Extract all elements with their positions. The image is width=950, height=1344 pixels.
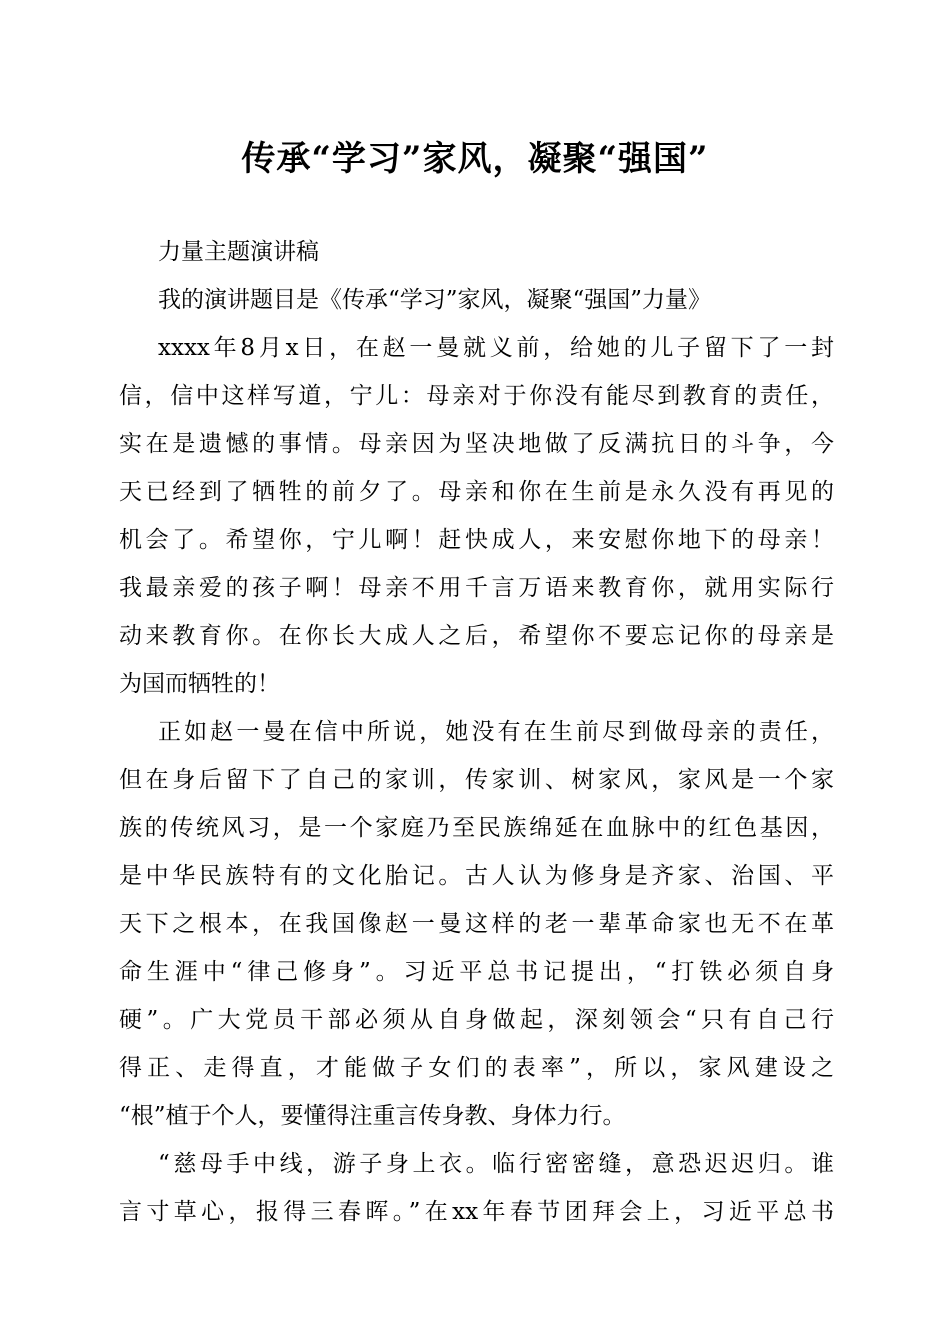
text-line: 机会了。希望你，宁儿啊！赶快成人，来安慰你地下的母亲！ [119, 527, 834, 553]
text-line: 力量主题演讲稿 [158, 239, 319, 265]
text-line: 天下之根本，在我国像赵一曼这样的老一辈革命家也无不在革 [119, 911, 834, 937]
text-line: 我最亲爱的孩子啊！母亲不用千言万语来教育你，就用实际行 [119, 575, 834, 601]
text-line: 族的传统风习，是一个家庭乃至民族绵延在血脉中的红色基因， [119, 815, 834, 841]
text-line: 为国而牺牲的！ [119, 671, 280, 697]
text-line: “慈母手中线，游子身上衣。临行密密缝，意恐迟迟归。谁 [158, 1151, 834, 1177]
text-line: 我的演讲题目是《传承“学习”家风，凝聚“强国”力量》 [158, 287, 712, 313]
text-line: 是中华民族特有的文化胎记。古人认为修身是齐家、治国、平 [119, 863, 834, 889]
document-title: 传承“学习”家风，凝聚“强国” [241, 139, 709, 179]
text-line: 但在身后留下了自己的家训，传家训、树家风，家风是一个家 [119, 767, 834, 793]
text-line: 言寸草心，报得三春晖。”在xx年春节团拜会上，习近平总书 [119, 1199, 834, 1225]
text-line: 信，信中这样写道，宁儿：母亲对于你没有能尽到教育的责任， [119, 383, 834, 409]
text-line: 实在是遗憾的事情。母亲因为坚决地做了反满抗日的斗争，今 [119, 431, 834, 457]
text-line: 天已经到了牺牲的前夕了。母亲和你在生前是永久没有再见的 [119, 479, 834, 505]
text-line: 命生涯中“律己修身”。习近平总书记提出，“打铁必须自身 [119, 959, 834, 985]
text-line: xxxx年8月x日，在赵一曼就义前，给她的儿子留下了一封 [158, 335, 834, 361]
text-line: “根”植于个人，要懂得注重言传身教、身体力行。 [119, 1103, 626, 1129]
text-line: 正如赵一曼在信中所说，她没有在生前尽到做母亲的责任， [158, 719, 834, 745]
text-line: 动来教育你。在你长大成人之后，希望你不要忘记你的母亲是 [119, 623, 834, 649]
text-line: 硬”。广大党员干部必须从自身做起，深刻领会“只有自己行 [119, 1007, 834, 1033]
text-line: 得正、走得直，才能做子女们的表率”，所以，家风建设之 [119, 1055, 834, 1081]
